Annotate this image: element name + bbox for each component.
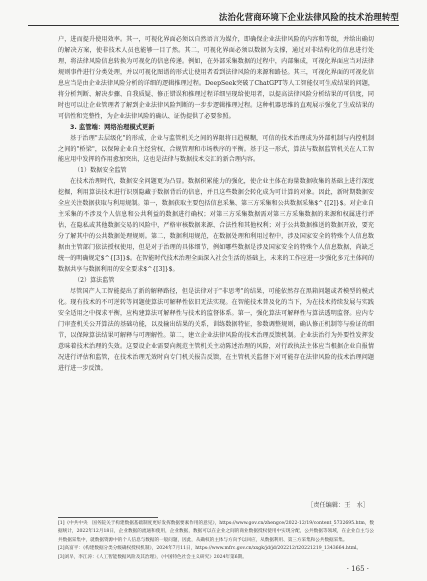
body-paragraph: 基于治理"去层级化"的形成，企业与监管机关之间的界限将日趋模糊，可信的技术治理成为外部机制与内控机制之间的"桥梁"，以保障企业自主经营权、合规管理和市场秩序的平衡。基于这一形式，算法与数据监管机关在人工智能应用中发挥的作用愈加突出，这也是法律与数据技术交汇的新合理内容。	[58, 134, 374, 164]
body-paragraph: 在技术治理时代，数据安全问题更为凸显。数据积累能力的强化，使企业主体在海量数据收集的基础上进行深度挖掘，利用算法技术进行识别隐藏于数据背后的信息，并且这些数据会转化成为可计算的对象。因此，新时期数据安全应关注数据获取与利用规制。第一，数据获取主要包括信息采集、第三方采集和公共数据采集$^{[2]}$。对企业自主采集的不涉及个人信息和公共利益的数据进行确权；对第三方采集数据需对第三方采集数据的来源和权属进行评估，在隐私或其他数据交易的风险中，严格审核数据来源、合法性和其他权利；对于公共数据推送的数据开放，要充分了解其中的公共数据处理规则。第二，数据利用规范，在数据处理和利用过程中，涉及国家安全的特殊个人信息数据由主管部门依法授权使用，但是对于治理的具体细节，例如哪些数据是涉及国家安全的特殊个人信息数据，尚缺乏统一的明确规定$^{[3]}$。在智能时代技术治理全面深入社会生活的基础上，未来的工作应进一步强化多元主体间的数据共享与数据利用的安全要求$^{[3]}$。	[58, 178, 374, 274]
editor-note: ［责任编辑：王 水］	[307, 502, 369, 509]
subsection-heading: （1）数据安全监管	[74, 167, 127, 175]
article-body	[58, 35, 374, 375]
footnote: [2]高富平：《构建数据分类分级确权授权机制》，2024年7月11日，https://www.mfrc.gov.cn/xxgk/jd/jd/202212/t20221219_1343664.html。	[58, 546, 362, 552]
footnote: [1]《中共中央 国务院关于构建数据基础制度更好发挥数据要素作用的意见》，https://www.gov.cn/zhengce/2022-12/19/content_5732695.htm，数据统计，2022年12月18日，企业数据的流通和使用，企业数据，数据可以在企业之间的商业数据授权使用中实现分配，公共数据等领域，在企业自主与公共数据采集中，就数据资源中的个人信息与数据的一般问题，因此，从确权的主体与方向予以回应，从数据利用、第三方采集和公共数据采集。	[58, 521, 374, 543]
running-header	[0, 0, 427, 30]
page-number: · 165 ·	[346, 565, 369, 573]
footnotes	[58, 520, 374, 562]
section-heading: 3. 监管端：网络治理模式更新	[70, 123, 155, 131]
body-paragraph: 户，进而提升使用效率。其一，可视化界面必须以自然语言为媒介，即确保企业法律风险的内容和等级，并给出确切的解决方案，使非技术人员也能够一目了然。其二，可视化界面必须以数据为支撑，通过对非结构化的信息进行处理，将法律风险信息转换为可视化的信息传递。例如，在外部采集数据的过程中，内部集成，可视化界面应当对法律规则事件进行分类处理，并以可视化图谱的形式让使用者看到法律风险的来源和路径。其三，可视化界面的可视化信息应当是由企业法律风险分析的详细的逻辑推理过程。DeepSeek突破了ChatGPT等人工智能仅可生成结果的问题，将分析判断、解决步骤、自我质疑、修正错误和推理过程详细呈现给使用者，以提高法律风险分析结果的可信度，同时也可以让企业管理者了解到企业法律风险判断的一步步逻辑推理过程。这种机器思维的直观展示强化了生成结果的可信性和完整性，为企业法律风险的确认、证伪提供了必要参照。	[58, 36, 374, 120]
subsection-heading: （2）算法监管	[74, 276, 115, 284]
running-title: 法治化营商环境下企业法律风险的技术治理转型	[218, 12, 399, 22]
footnote: [3]刘早，李江涛：《人工智能数据风险及其治理》，《中国特色社会主义研究》2024年第6期。	[58, 554, 247, 560]
body-paragraph: 尽管国产人工智能提出了新的解释路径，但是法律对于"非思考"的结果，可能依然存在黑箱问题或者模型的模式化。现有技术的不可逆转等问题使算法可解释性依旧无法实现。在智能技术普及化的当下，为在技术持续发展与实践安全适用之中探求平衡，应构建算法可解释性与技术的监督体系。第一，强化算法可解释性与算法透明监督。应内专门审查机关公开算法的基础功能，以及输出结果的关系，训练数据特征，参数调整规则，确认修正机制等与验证的细节，以保障算法结果可解释与可理解性。第二，建立企业法律风险的技术治理反馈机制。企业法治行为外要性发挥发意味着技术治理的失效。这要设企业需要向规范主管机关主动陈述治理的风险，对行政执法主体应当根据企业自报情况进行评估和监管，在技术治理无效时向专门机关报告反馈，在主管机关监督下对可能存在法律风险的技术治理问题进行进一步反馈。	[58, 287, 374, 372]
footnote-rule	[58, 517, 158, 518]
header-rule	[28, 25, 399, 26]
